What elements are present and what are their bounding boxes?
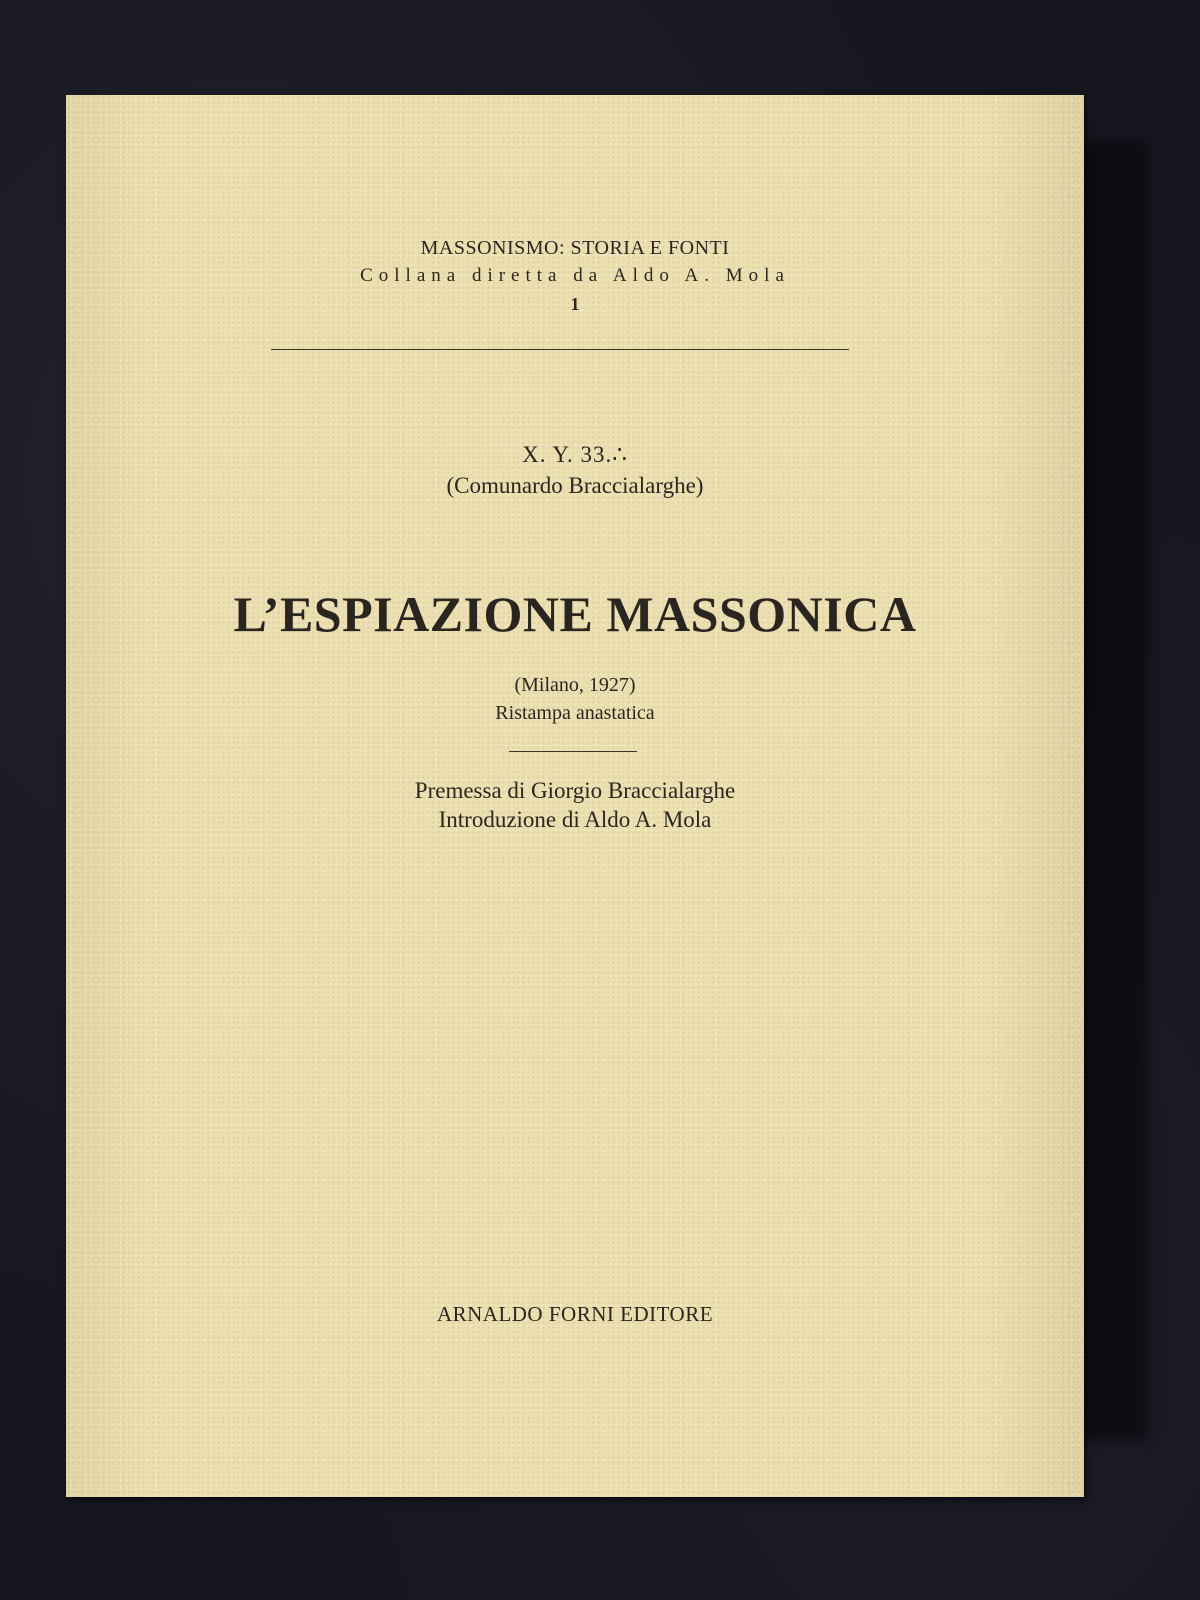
series-number: 1 bbox=[570, 294, 580, 314]
series-editor: Collana diretta da Aldo A. Mola bbox=[360, 265, 790, 286]
short-divider-rule bbox=[509, 751, 637, 752]
edition-place: (Milano, 1927) bbox=[514, 674, 636, 696]
series-title: MASSONISMO: STORIA E FONTI bbox=[420, 237, 730, 259]
introduzione-credit: Introduzione di Aldo A. Mola bbox=[438, 807, 712, 832]
author-code: X. Y. 33.∴ bbox=[522, 442, 628, 467]
premessa-credit: Premessa di Giorgio Braccialarghe bbox=[414, 778, 736, 803]
book-cover bbox=[66, 95, 1084, 1497]
divider-rule bbox=[271, 349, 849, 350]
author-name: (Comunardo Braccialarghe) bbox=[446, 473, 704, 498]
book-title: L’ESPIAZIONE MASSONICA bbox=[233, 586, 917, 642]
publisher-name: ARNALDO FORNI EDITORE bbox=[436, 1302, 714, 1326]
edition-type: Ristampa anastatica bbox=[495, 702, 655, 724]
